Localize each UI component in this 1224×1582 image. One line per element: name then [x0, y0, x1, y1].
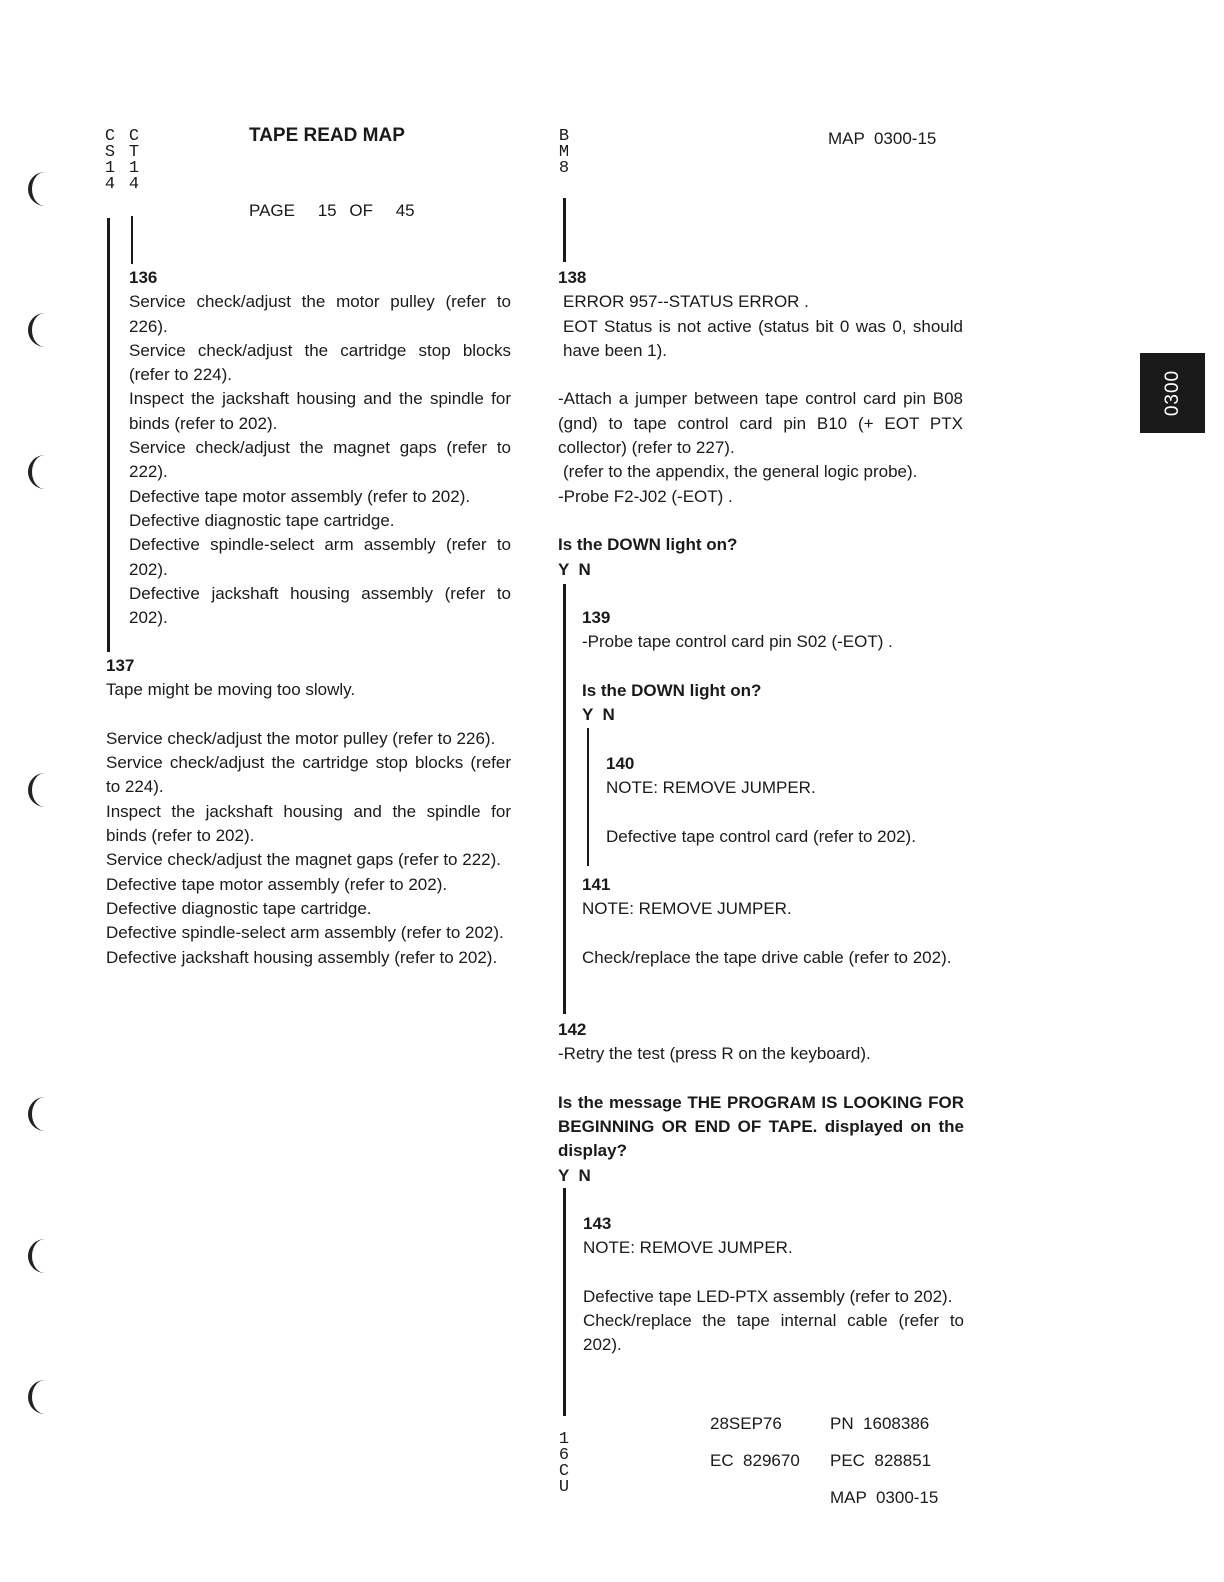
- probe-instruction: -Probe F2-J02 (-EOT) .: [558, 486, 733, 506]
- step-line: Inspect the jackshaft housing and the spindle for binds (refer to 202).: [129, 389, 511, 433]
- action: Defective tape LED-PTX assembly (refer to 202).: [583, 1286, 953, 1306]
- refer-text: (refer to the appendix, the general logic probe).: [563, 462, 918, 482]
- step-137: [106, 654, 511, 970]
- yes-no-branch: Y N: [558, 559, 591, 579]
- map-id: MAP 0300-15: [828, 129, 937, 148]
- step-number: 137: [106, 656, 135, 675]
- binder-hole: [28, 455, 50, 489]
- step-number: 143: [583, 1214, 612, 1233]
- attach-instruction: -Attach a jumper between tape control card pin B08 (gnd) to tape control card pin B10 (+ EOT PTX collector) (refer to 227).: [558, 389, 963, 458]
- note: NOTE: REMOVE JUMPER.: [583, 1238, 793, 1258]
- action: Check/replace the tape internal cable (refer to 202).: [583, 1311, 964, 1355]
- question: Is the message THE PROGRAM IS LOOKING FOR BEGINNING OR END OF TAPE. displayed on the display?: [558, 1092, 964, 1161]
- step-intro: Tape might be moving too slowly.: [106, 680, 356, 700]
- step-140: [606, 752, 964, 849]
- step-number: 139: [582, 608, 611, 627]
- step-line: Defective tape motor assembly (refer to 202).: [106, 874, 448, 894]
- step-number: 140: [606, 754, 635, 773]
- page-title: TAPE READ MAP: [249, 125, 405, 146]
- step-line: Defective jackshaft housing assembly (refer to 202).: [129, 583, 511, 628]
- step-line: Defective spindle-select arm assembly (refer to 202).: [106, 923, 504, 943]
- page-total: 45: [395, 201, 415, 220]
- flow-line: [107, 218, 110, 652]
- step-line: Service check/adjust the cartridge stop blocks (refer to 224).: [106, 753, 511, 797]
- step-line: Service check/adjust the magnet gaps (refer to 222).: [106, 850, 501, 870]
- step-line: Defective jackshaft housing assembly (refer to 202).: [106, 947, 498, 967]
- error-code: ERROR 957--STATUS ERROR .: [563, 292, 809, 312]
- footer-pec-number: PEC 828851: [830, 1451, 932, 1470]
- binder-hole: [28, 1239, 50, 1273]
- question: Is the DOWN light on?: [582, 680, 762, 700]
- step-line: Service check/adjust the motor pulley (refer to 226).: [106, 728, 496, 748]
- flow-line: [587, 728, 589, 866]
- page-of: OF: [349, 201, 373, 220]
- step-number: 138: [558, 268, 587, 287]
- ref-column-bm8: B M 8: [558, 127, 570, 178]
- step-line: Defective diagnostic tape cartridge.: [129, 510, 395, 530]
- footer-date: 28SEP76: [710, 1414, 782, 1433]
- flow-line: [563, 584, 566, 1014]
- binder-hole: [28, 1380, 50, 1414]
- step-138: [558, 266, 963, 582]
- section-tab: 0300: [1140, 353, 1205, 433]
- ref-column-16cu: 1 6 C U: [558, 1430, 570, 1497]
- step-line: Service check/adjust the magnet gaps (refer to 222).: [129, 438, 511, 482]
- step-142: [558, 1018, 964, 1188]
- action: Check/replace the tape drive cable (refer to 202).: [582, 947, 952, 967]
- step-line: Defective tape motor assembly (refer to 202).: [129, 486, 471, 506]
- step-line: Defective spindle-select arm assembly (refer to 202).: [129, 535, 511, 579]
- step-136: [129, 266, 511, 630]
- page-indicator: [249, 199, 415, 223]
- flow-line: [563, 1188, 566, 1416]
- ref-column-ct14: C T 1 4: [128, 127, 140, 194]
- step-143: [583, 1212, 964, 1358]
- action: Defective tape control card (refer to 202).: [606, 826, 916, 846]
- step-line: Inspect the jackshaft housing and the spindle for binds (refer to 202).: [106, 801, 511, 846]
- ref-column-cs14: C S 1 4: [104, 127, 116, 194]
- note: NOTE: REMOVE JUMPER.: [606, 778, 816, 798]
- flow-line: [131, 216, 133, 264]
- footer-ec-number: EC 829670: [710, 1451, 800, 1470]
- step-line: Service check/adjust the cartridge stop blocks (refer to 224).: [129, 340, 511, 385]
- page-number: 15: [317, 201, 337, 220]
- step-141: [582, 873, 964, 970]
- yes-no-branch: Y N: [582, 705, 615, 725]
- step-number: 141: [582, 875, 611, 894]
- step-139: [582, 606, 964, 727]
- question: Is the DOWN light on?: [558, 535, 738, 555]
- binder-hole: [28, 172, 50, 206]
- binder-hole: [28, 1097, 50, 1131]
- binder-hole: [28, 313, 50, 347]
- binder-hole: [28, 773, 50, 807]
- step-number: 142: [558, 1020, 587, 1039]
- yes-no-branch: Y N: [558, 1165, 591, 1185]
- page-label: PAGE: [249, 201, 295, 220]
- flow-line: [563, 198, 566, 262]
- probe-instruction: -Probe tape control card pin S02 (-EOT) .: [582, 632, 893, 652]
- status-text: EOT Status is not active (status bit 0 was 0, should have been 1).: [563, 316, 963, 360]
- step-number: 136: [129, 268, 158, 287]
- note: NOTE: REMOVE JUMPER.: [582, 899, 792, 919]
- retry-instruction: -Retry the test (press R on the keyboard).: [558, 1044, 871, 1064]
- step-line: Defective diagnostic tape cartridge.: [106, 898, 372, 918]
- footer-map-id: MAP 0300-15: [830, 1488, 939, 1507]
- step-line: Service check/adjust the motor pulley (refer to 226).: [129, 292, 511, 336]
- footer-part-number: PN 1608386: [830, 1414, 930, 1433]
